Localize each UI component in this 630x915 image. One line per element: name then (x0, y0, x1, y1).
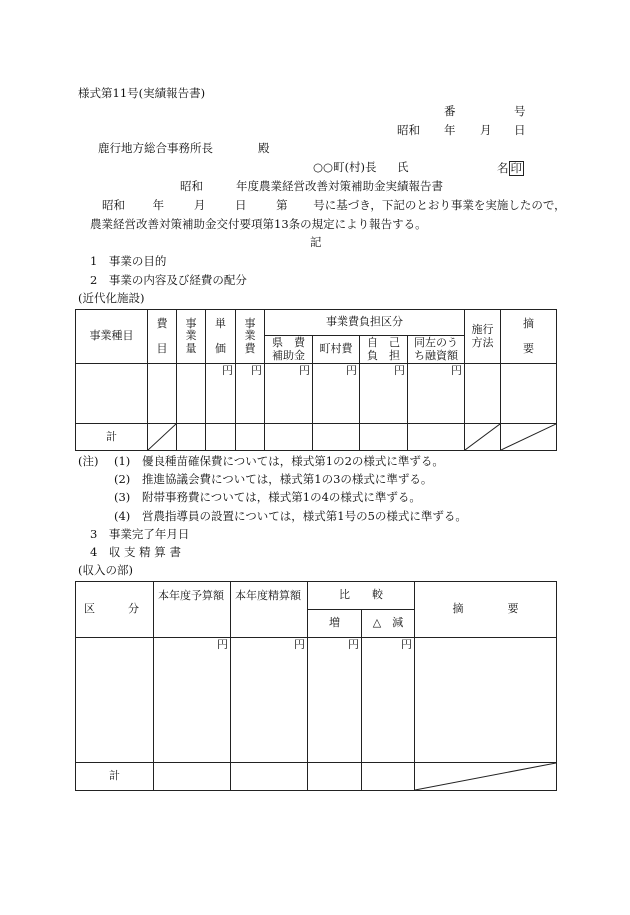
col-memo2-header: 摘 要 (415, 582, 557, 638)
col-method-header: 施行 方法 (465, 310, 501, 364)
col-memo-header: 摘 要 (501, 310, 557, 364)
date-era: 昭和 (397, 123, 420, 137)
title-era: 昭和 (180, 179, 203, 193)
diagonal-cell (465, 424, 501, 451)
note-4-no: (4) (114, 509, 131, 523)
col-qty-header: 事業量 (177, 310, 206, 364)
total-label: 計 (76, 763, 154, 791)
facility-table (75, 309, 557, 451)
total-row (76, 763, 557, 791)
income-table (75, 581, 557, 791)
col-inc-header: 増 (308, 610, 362, 638)
total-label: 計 (76, 424, 148, 451)
seal-mark: 印 (510, 161, 522, 175)
number-label: 番 (444, 104, 456, 118)
note-3: 附帯事務費については，様式第1の4の様式に準ずる。 (142, 490, 421, 504)
yen-unit: 円 (206, 364, 236, 424)
note-2-no: (2) (114, 472, 131, 486)
col-unit-header: 単 価 (206, 310, 236, 364)
col-budget-header: 本年度予算額 (154, 582, 231, 638)
addressee: 鹿行地方総合事務所長 (98, 141, 213, 155)
section-2-sub: (近代化施設) (78, 291, 145, 305)
yen-loan: 円 (408, 364, 465, 424)
col-burden-header: 事業費負担区分 (265, 310, 465, 336)
number-suffix: 号 (514, 104, 526, 118)
body-line1: 昭和 年 月 日 第 号に基づき，下記のとおり事業を実施したので， (102, 198, 566, 212)
col-dec-header: △ 減 (362, 610, 415, 638)
sender-title: 氏 (397, 160, 409, 174)
note-1-no: (1) (114, 454, 131, 468)
col-pref-header: 県 費 補助金 (265, 336, 313, 364)
table-row (76, 638, 557, 763)
section-1: 1 事業の目的 (90, 254, 167, 268)
yen-inc: 円 (308, 638, 362, 763)
sender: ○○町(村)長 (313, 160, 377, 174)
form-number: 様式第11号(実績報告書) (78, 86, 206, 100)
body-line2: 農業経営改善対策補助金交付要項第13条の規定により報告する。 (90, 217, 427, 231)
section-4-sub: (収入の部) (78, 563, 133, 577)
total-row (76, 424, 557, 451)
col-self-header: 自 己 負 担 (360, 336, 408, 364)
yen-town: 円 (313, 364, 360, 424)
yen-pref: 円 (265, 364, 313, 424)
note-3-no: (3) (114, 490, 131, 504)
yen-self: 円 (360, 364, 408, 424)
note-1: 優良種苗確保費については，様式第1の2の様式に準ずる。 (142, 454, 444, 468)
col-town-header: 町村費 (313, 336, 360, 364)
document-title: 年度農業経営改善対策補助金実績報告書 (236, 179, 443, 193)
yen-dec: 円 (362, 638, 415, 763)
yen-settle: 円 (231, 638, 308, 763)
ki-heading: 記 (310, 235, 322, 249)
table-row (76, 364, 557, 424)
col-cost-header: 事業費 (236, 310, 265, 364)
note-prefix: (注) (78, 454, 99, 468)
date-month: 月 (480, 123, 492, 137)
yen-budget: 円 (154, 638, 231, 763)
diagonal-cell (415, 763, 557, 791)
diagonal-cell (501, 424, 557, 451)
yen-cost: 円 (236, 364, 265, 424)
section-4: 4 収 支 精 算 書 (90, 545, 181, 559)
name-label: 名 印 (497, 161, 522, 175)
date-day: 日 (514, 123, 526, 137)
note-4: 営農指導員の設置については，様式第1号の5の様式に準ずる。 (142, 509, 467, 523)
section-2: 2 事業の内容及び経費の配分 (90, 273, 247, 287)
section-3: 3 事業完了年月日 (90, 527, 190, 541)
note-2: 推進協議会費については，様式第1の3の様式に準ずる。 (142, 472, 433, 486)
col-hi-header: 費 目 (148, 310, 177, 364)
col-loan-header: 同左のう ち融資額 (408, 336, 465, 364)
date-year: 年 (444, 123, 456, 137)
honorific: 殿 (258, 141, 270, 155)
diagonal-cell (148, 424, 177, 451)
col-type-header: 事業種目 (76, 310, 148, 364)
col-compare-header: 比 較 (308, 582, 415, 610)
col-settle-header: 本年度精算額 (231, 582, 308, 638)
col-kubun-header: 区 分 (76, 582, 154, 638)
